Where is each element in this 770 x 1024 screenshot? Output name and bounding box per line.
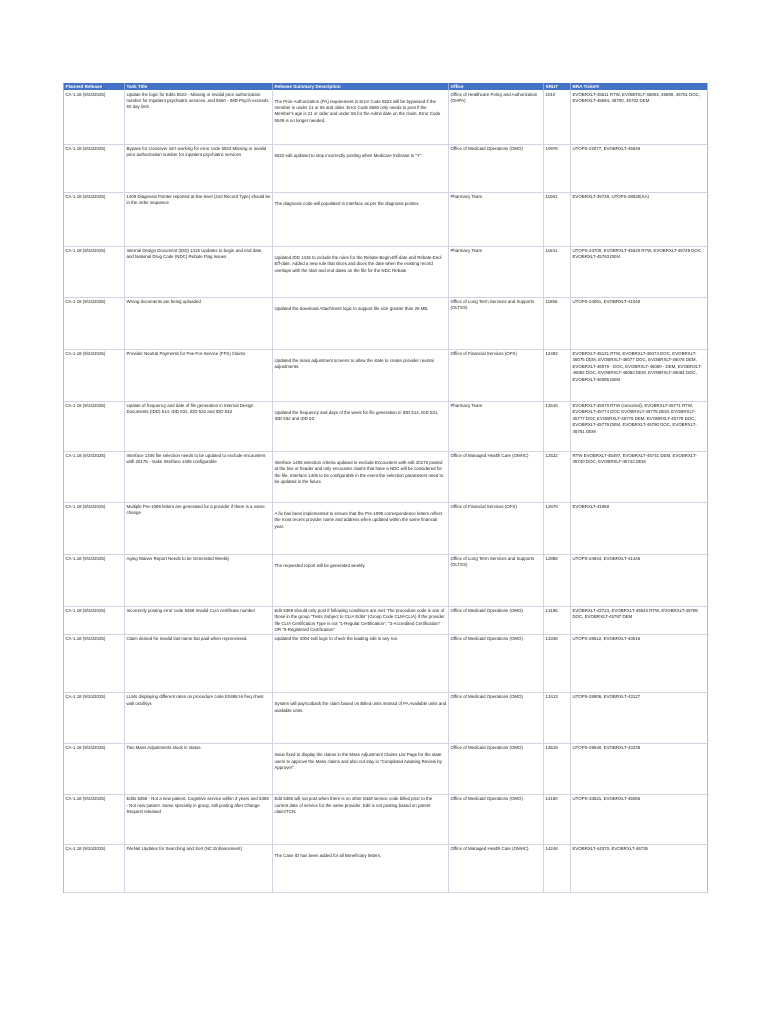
cell-planned-release-text: CA-1.18 (9/24/2025) xyxy=(65,636,106,642)
cell-release-summary[interactable] xyxy=(273,634,449,692)
table-row xyxy=(64,192,708,246)
cell-office[interactable] xyxy=(449,502,544,554)
cell-srut[interactable] xyxy=(544,90,571,144)
table-row xyxy=(64,349,708,401)
cell-bra-ticket[interactable] xyxy=(571,554,708,606)
cell-planned-release-text: CA-1.18 (9/24/2025) xyxy=(65,694,106,700)
cell-release-summary[interactable] xyxy=(273,606,449,634)
cell-srut-text: 11641 xyxy=(545,248,558,253)
cell-task-title[interactable] xyxy=(125,743,273,794)
cell-planned-release[interactable] xyxy=(64,794,125,844)
cell-srut[interactable] xyxy=(544,692,571,743)
cell-planned-release-text: CA-1.18 (9/24/2025) xyxy=(65,745,106,751)
cell-planned-release[interactable] xyxy=(64,743,125,794)
cell-bra-ticket-text: EVOBRXLT-42724, EVOBRXLT-45543 RTW, EVOBRXLT-45786 DOC, EVOBRXLT-45787 DEM xyxy=(572,608,698,620)
cell-office-text: Pharmacy Team xyxy=(450,194,483,199)
cell-office-text: Office of Financial Services (OFS) xyxy=(450,504,517,509)
cell-srut[interactable] xyxy=(544,743,571,794)
cell-office-text: Office of Long Term Services and Supports (OLTSS) xyxy=(450,556,535,568)
cell-bra-ticket-text: EVOBRXLT-45070 RTW (canceled), EVOBRXLT-45771 RTW, EVOBRXLT-45774 DOC EVOBRXLT-45775 DEM, EVOBRXLT-45777 DOC EVOBRXLT-45776 DEM, EVOBRXLT-45778 DOC, EVOBRXLT-45779 DEM, EVOBRXLT-45780 DOC, EVOBRXLT-45781 DEM xyxy=(572,403,697,434)
table-row xyxy=(64,606,708,634)
cell-task-title[interactable] xyxy=(125,144,273,192)
cell-bra-ticket[interactable] xyxy=(571,144,708,192)
cell-srut[interactable] xyxy=(544,349,571,401)
cell-srut[interactable] xyxy=(544,144,571,192)
cell-release-summary[interactable] xyxy=(273,144,449,192)
cell-task-title-text: Two Mass Adjustments stuck in status. xyxy=(126,745,202,751)
cell-task-title-text: Internal Design Document (IDD) 1415 Updates to begin and end date, and National Drug Code (NDC) Rebate Flag Issues xyxy=(126,248,263,260)
cell-bra-ticket-text: EVOBRXLT-45131 RTW, EVOBRXLT-46074 DOC, EVOBRXLT-46075 DEM, EVOBRXLT-46077 DOC, EVOBRXLT-46078 DEM, EVOBRXLT-46079 - DOC, EVOBRXLT-46080 - DEM, EVOBRXLT-46082 DOC, EVOBRXLT-46083 DEM, EVOBRXLT-46084 DOC, EVOBRXLT-46085 DEM xyxy=(572,351,703,382)
table-row xyxy=(64,90,708,144)
cell-bra-ticket-text: UTOPS-24061, EVOBRXLT-41040 xyxy=(572,299,641,304)
cell-srut-text: 13519 xyxy=(545,745,558,751)
cell-task-title[interactable] xyxy=(125,502,273,554)
cell-office-text: Office of Medicaid Operations (OMO) xyxy=(450,146,523,151)
cell-bra-ticket[interactable] xyxy=(571,743,708,794)
cell-planned-release-text: CA-1.18 (9/24/2025) xyxy=(65,608,106,613)
cell-office-text: Office of Medicaid Operations (OMO) xyxy=(450,636,523,642)
cell-planned-release-text: CA-1.18 (9/24/2025) xyxy=(65,91,106,97)
cell-release-summary-text: The Case ID has been added for all Beneficiary letters. xyxy=(274,853,382,859)
cell-bra-ticket[interactable] xyxy=(571,297,708,349)
table-row xyxy=(64,144,708,192)
cell-task-title[interactable] xyxy=(125,246,273,297)
cell-release-summary-text: System will pay/cutback the claim based on Billed units instead of PA Available units and available units. xyxy=(274,701,447,713)
cell-srut[interactable] xyxy=(544,451,571,502)
cell-release-summary-text: The diagnosis code will populated in interface as per the diagnosis pointer. xyxy=(274,201,420,206)
cell-bra-ticket-text: EVOBRXLT-45611 RTW, EVOBRXLT-45693, 45699, 45701 DOC, EVOBRXLT-45694, 45700, 45702 DEM xyxy=(572,91,701,103)
cell-planned-release[interactable] xyxy=(64,192,125,246)
cell-bra-ticket[interactable] xyxy=(571,634,708,692)
release-table-sheet xyxy=(63,83,707,893)
cell-srut[interactable] xyxy=(544,606,571,634)
table-row xyxy=(64,844,708,892)
cell-release-summary-text: Edit 5369 should only post if following conditions are met: The procedure code is one of those in the group "Tests Subject to CLIA Edits" (Group Code CLM-CLIA) If the provider file CLIA Certification Type is not "1-Regular Certification", "3-Accredited Certification" OR "5-Registered Certification" xyxy=(274,608,445,633)
cell-office-text: Office of Medicaid Operations (OMO) xyxy=(450,745,523,751)
cell-srut[interactable] xyxy=(544,297,571,349)
cell-office[interactable] xyxy=(449,794,544,844)
cell-task-title[interactable] xyxy=(125,692,273,743)
cell-bra-ticket[interactable] xyxy=(571,90,708,144)
cell-office[interactable] xyxy=(449,451,544,502)
cell-task-title-text: Provider Neutral Payments for Fee-For-Service (FFS) Claims xyxy=(126,351,246,356)
cell-planned-release-text: CA-1.18 (9/24/2025) xyxy=(65,351,106,356)
cell-release-summary[interactable] xyxy=(273,349,449,401)
cell-bra-ticket-text: EVOBRXLT-41958 xyxy=(572,504,610,509)
cell-srut-text: 12888 xyxy=(545,556,558,561)
cell-task-title[interactable] xyxy=(125,90,273,144)
cell-planned-release-text: CA-1.18 (9/24/2025) xyxy=(65,194,106,199)
header-row xyxy=(64,83,708,90)
cell-planned-release[interactable] xyxy=(64,606,125,634)
cell-office-text: Office of Medicaid Operations (OMO) xyxy=(450,694,523,700)
cell-bra-ticket-text: UTOPS-23700, EVOBRXLT-45620 RTW, EVOBRXLT-45749 DOC, EVOBRXLT-45763 DEM xyxy=(572,248,703,260)
table-row xyxy=(64,743,708,794)
release-table xyxy=(63,83,708,893)
cell-release-summary[interactable] xyxy=(273,794,449,844)
cell-srut-text: 12515 xyxy=(545,403,558,408)
cell-release-summary-text: The Prior Authorization (PA) requirement in Error Code 5522 will be bypassed if the member is under 21 or 65 and older. Error Code 5560 only needs to post if the Member's age is 21 or older and under 65 for the Admit date on the claim. Error Code 5549 is no longer needed. xyxy=(274,98,441,123)
cell-srut[interactable] xyxy=(544,794,571,844)
cell-srut-text: 13413 xyxy=(545,694,558,700)
cell-planned-release[interactable] xyxy=(64,246,125,297)
cell-task-title-text: Edits 5355 - Not a new patient. Cognitive service within 3 years and 5368 - Not new patient. Same specialty in group, still posting after Change Request released xyxy=(126,796,269,814)
cell-office[interactable] xyxy=(449,844,544,892)
cell-srut-text: 13185 xyxy=(545,608,558,613)
table-row xyxy=(64,692,708,743)
cell-srut-text: 12670 xyxy=(545,504,558,509)
table-row xyxy=(64,451,708,502)
cell-bra-ticket-text: UTOPS-28612, EVOBRXLT-43016 xyxy=(572,636,641,642)
cell-bra-ticket-text: EVOBRXLT-39728, UTOPS-28630(SA) xyxy=(572,194,649,199)
cell-task-title[interactable] xyxy=(125,297,273,349)
cell-srut-text: 12492 xyxy=(545,351,558,356)
cell-planned-release[interactable] xyxy=(64,451,125,502)
cell-srut[interactable] xyxy=(544,246,571,297)
cell-planned-release-text: CA-1.18 (9/24/2025) xyxy=(65,403,106,408)
cell-task-title[interactable] xyxy=(125,451,273,502)
cell-task-title-text: Incorrectly posting error code 5369 Invalid CLIA certificate number xyxy=(126,608,256,613)
cell-release-summary-text: Edit 5355 will not post when there is no other E&M service code billed prior to the current date of service for the same provider. Edit is not posting based on parent claim/TCN. xyxy=(274,796,433,814)
cell-task-title-text: Bypass for crossover isn't working for error code 5522 Missing or invalid prior authorization number for inpatient psychiatric services xyxy=(126,146,267,158)
cell-srut[interactable] xyxy=(544,554,571,606)
cell-planned-release-text: CA-1.18 (9/24/2025) xyxy=(65,146,106,151)
cell-bra-ticket[interactable] xyxy=(571,349,708,401)
cell-task-title[interactable] xyxy=(125,192,273,246)
cell-task-title-text: Wrong documents are being uploaded xyxy=(126,299,201,304)
cell-bra-ticket-text: RTW EVOBRXLT-45497, EVOBRXLT-45741 DEM, EVOBRXLT-45740 DOC, EVOBRXLT-45742 DEM xyxy=(572,453,697,465)
cell-office[interactable] xyxy=(449,90,544,144)
cell-office[interactable] xyxy=(449,349,544,401)
cell-planned-release-text: CA-1.18 (9/24/2025) xyxy=(65,299,106,304)
cell-release-summary[interactable] xyxy=(273,451,449,502)
header-planned-release[interactable]: Planned Release xyxy=(64,83,125,90)
cell-srut[interactable] xyxy=(544,192,571,246)
cell-release-summary[interactable] xyxy=(273,743,449,794)
header-srut[interactable]: SRUT xyxy=(544,83,571,90)
cell-office-text: Office of Medicaid Operations (OMO) xyxy=(450,608,523,613)
cell-release-summary[interactable] xyxy=(273,502,449,554)
cell-task-title[interactable] xyxy=(125,606,273,634)
cell-bra-ticket[interactable] xyxy=(571,451,708,502)
cell-bra-ticket[interactable] xyxy=(571,401,708,451)
cell-release-summary-text: Interface 1405 selection criteria updated to exclude Encounters with edit 20175 posted at the line or header and only encounter claims that have a NDC will be considered for the file. Interface 1405 to be configurable in the event the selection parameters need to be updated in the future. xyxy=(274,460,444,485)
cell-office-text: Office of Managed Health Care (OMHC) xyxy=(450,453,529,458)
cell-planned-release-text: CA-1.18 (9/24/2025) xyxy=(65,846,106,852)
cell-release-summary[interactable] xyxy=(273,246,449,297)
cell-release-summary-text: Updated the download Attachment logic to support file size greater than 25 MB. xyxy=(274,306,429,311)
cell-office[interactable] xyxy=(449,554,544,606)
cell-release-summary-text: The requested report will be generated weekly. xyxy=(274,563,366,568)
cell-release-summary[interactable] xyxy=(273,844,449,892)
cell-release-summary-text: Updated IDD 1415 to include the rules for the Rebate-Begin-Eff-date and Rebate-End-Eff-date. Added a new rule that slices and dices the date when the existing record overlaps with the start and end dates on the file for the NDC Rebate. xyxy=(274,255,443,273)
cell-bra-ticket[interactable] xyxy=(571,606,708,634)
cell-release-summary[interactable] xyxy=(273,192,449,246)
cell-office-text: Office of Financial Services (OFS) xyxy=(450,351,517,356)
table-row xyxy=(64,794,708,844)
cell-srut-text: 14160 xyxy=(545,796,558,802)
cell-office[interactable] xyxy=(449,401,544,451)
cell-task-title[interactable] xyxy=(125,794,273,844)
cell-bra-ticket[interactable] xyxy=(571,246,708,297)
cell-task-title[interactable] xyxy=(125,844,273,892)
cell-release-summary[interactable] xyxy=(273,692,449,743)
cell-planned-release[interactable] xyxy=(64,401,125,451)
table-row xyxy=(64,401,708,451)
cell-planned-release[interactable] xyxy=(64,554,125,606)
cell-task-title-text: Update of frequency and date of file generation in Internal Design Documents (IDD) 514, IDD 531, IDD 532 and IDD 533 xyxy=(126,403,254,415)
cell-release-summary-text: Issue fixed to display the claims in the Mass Adjustment Claims List Page for the state users to approve the Mass claims and also not stay in "Completed Awaiting Review by Approver". xyxy=(274,752,442,770)
cell-task-title[interactable] xyxy=(125,554,273,606)
cell-office-text: Pharmacy Team xyxy=(450,248,483,253)
cell-planned-release[interactable] xyxy=(64,634,125,692)
cell-release-summary[interactable] xyxy=(273,554,449,606)
cell-bra-ticket-text: UTOPS-24944, EVOBRXLT-41445 xyxy=(572,556,641,561)
cell-planned-release[interactable] xyxy=(64,144,125,192)
cell-task-title-text: Interface 1405 file selection needs to be updated to exclude encounters with 20175 - make Interface 1405 configurable xyxy=(126,453,266,465)
table-row xyxy=(64,297,708,349)
cell-bra-ticket-text: UTOPS-29540, EVOBRXLT-43235 xyxy=(572,745,641,751)
cell-release-summary-text: Updated the 2004 edit logic to check the loading edit in any run. xyxy=(274,636,399,642)
cell-srut-text: 1010 xyxy=(545,91,556,97)
cell-office[interactable] xyxy=(449,144,544,192)
cell-release-summary-text: Updated the frequency and days of the week for file generation in IDD 514, IDD 531, IDD 532 and IDD 53 xyxy=(274,410,439,422)
cell-release-summary-text: 5522 edit updated to stop incorrectly posting when Medicare Indicator is "Y". xyxy=(274,153,423,158)
cell-office[interactable] xyxy=(449,192,544,246)
cell-srut-text: 11061 xyxy=(545,194,558,199)
cell-srut[interactable] xyxy=(544,634,571,692)
header-bra-ticket[interactable]: BRA Ticket# xyxy=(571,83,708,90)
cell-release-summary-text: A fix has been implemented to ensure that the Pre-1099 correspondence letters reflect the most recent provider name and address when updated within the same financial year. xyxy=(274,511,443,529)
cell-task-title-text: FileNet Updates for Searching and Sort (NC Enhancement) xyxy=(126,846,242,852)
cell-task-title-text: Aging Waiver Report Needs to be Generated Weekly xyxy=(126,556,230,561)
table-row xyxy=(64,246,708,297)
cell-planned-release[interactable] xyxy=(64,502,125,554)
cell-release-summary[interactable] xyxy=(273,90,449,144)
cell-task-title-text: Update the logic for Edits 5522 - Missing or invalid prior authorization number for Inpatient psychiatric services, and 5560 - IMD Psych exceeds 60 day limit xyxy=(126,91,269,110)
cell-task-title-text: Multiple Pre-1099 letters are generated for a provider if there is a name change xyxy=(126,504,265,516)
cell-office[interactable] xyxy=(449,743,544,794)
cell-office-text: Office of Managed Health Care (OMHC) xyxy=(450,846,529,852)
cell-srut[interactable] xyxy=(544,401,571,451)
cell-task-title[interactable] xyxy=(125,401,273,451)
cell-release-summary[interactable] xyxy=(273,297,449,349)
cell-office-text: Office of Long Term Services and Supports (OLTSS) xyxy=(450,299,535,311)
cell-srut[interactable] xyxy=(544,844,571,892)
cell-planned-release[interactable] xyxy=(64,349,125,401)
cell-task-title-text: Claim denied for invalid last name but paid when reprocessed. xyxy=(126,636,248,642)
cell-planned-release[interactable] xyxy=(64,692,125,743)
cell-srut-text: 11955 xyxy=(545,299,558,304)
cell-planned-release-text: CA-1.18 (9/24/2025) xyxy=(65,556,106,561)
cell-planned-release-text: CA-1.18 (9/24/2025) xyxy=(65,248,106,253)
cell-office[interactable] xyxy=(449,606,544,634)
table-row xyxy=(64,554,708,606)
cell-bra-ticket-text: UTOPS-22077, EVOBRXLT-45649 xyxy=(572,146,641,151)
cell-planned-release-text: CA-1.18 (9/24/2025) xyxy=(65,796,106,802)
header-office[interactable]: Office xyxy=(449,83,544,90)
header-task-title[interactable]: Task Title xyxy=(125,83,273,90)
cell-office[interactable] xyxy=(449,246,544,297)
cell-srut[interactable] xyxy=(544,502,571,554)
cell-office-text: Office of Medicaid Operations (OMO) xyxy=(450,796,523,802)
cell-office[interactable] xyxy=(449,297,544,349)
cell-office-text: Office of Healthcare Policy and Authorization (OHPA) xyxy=(450,91,538,103)
cell-bra-ticket-text: EVOBRXLT-44370, EVOBRXLT-46735 xyxy=(572,846,648,852)
cell-office-text: Pharmacy Team xyxy=(450,403,483,408)
table-row xyxy=(64,502,708,554)
cell-bra-ticket[interactable] xyxy=(571,692,708,743)
header-release-summary[interactable]: Release Summary Description xyxy=(273,83,449,90)
cell-release-summary[interactable] xyxy=(273,401,449,451)
cell-bra-ticket[interactable] xyxy=(571,794,708,844)
cell-task-title[interactable] xyxy=(125,634,273,692)
cell-bra-ticket[interactable] xyxy=(571,844,708,892)
cell-task-title[interactable] xyxy=(125,349,273,401)
cell-office[interactable] xyxy=(449,692,544,743)
cell-task-title-text: 1409 Diagnosis Pointer reported at line level (210 Record Type) should be in the order sequence xyxy=(126,194,271,206)
cell-planned-release[interactable] xyxy=(64,844,125,892)
cell-task-title-text: LLMs displaying different rates on procedure code E0488 Hi freq chest wall oscillsys xyxy=(126,694,264,706)
cell-srut-text: 12522 xyxy=(545,453,558,458)
table-row xyxy=(64,634,708,692)
cell-release-summary-text: Updated the mass adjustment screens to allow the state to create provider neutral adjustments. xyxy=(274,358,434,370)
cell-bra-ticket-text: UTOPS-33521, EVOBRXLT-45065 xyxy=(572,796,641,802)
cell-bra-ticket[interactable] xyxy=(571,192,708,246)
cell-srut-text: 14248 xyxy=(545,846,558,852)
cell-srut-text: 13346 xyxy=(545,636,558,642)
cell-bra-ticket[interactable] xyxy=(571,502,708,554)
cell-office[interactable] xyxy=(449,634,544,692)
cell-srut-text: 10976 xyxy=(545,146,558,151)
cell-planned-release[interactable] xyxy=(64,90,125,144)
cell-planned-release-text: CA-1.18 (9/24/2025) xyxy=(65,453,106,458)
cell-bra-ticket-text: UTOPS-28806, EVOBRXLT-43127 xyxy=(572,694,641,700)
cell-planned-release-text: CA-1.18 (9/24/2025) xyxy=(65,504,106,509)
cell-planned-release[interactable] xyxy=(64,297,125,349)
